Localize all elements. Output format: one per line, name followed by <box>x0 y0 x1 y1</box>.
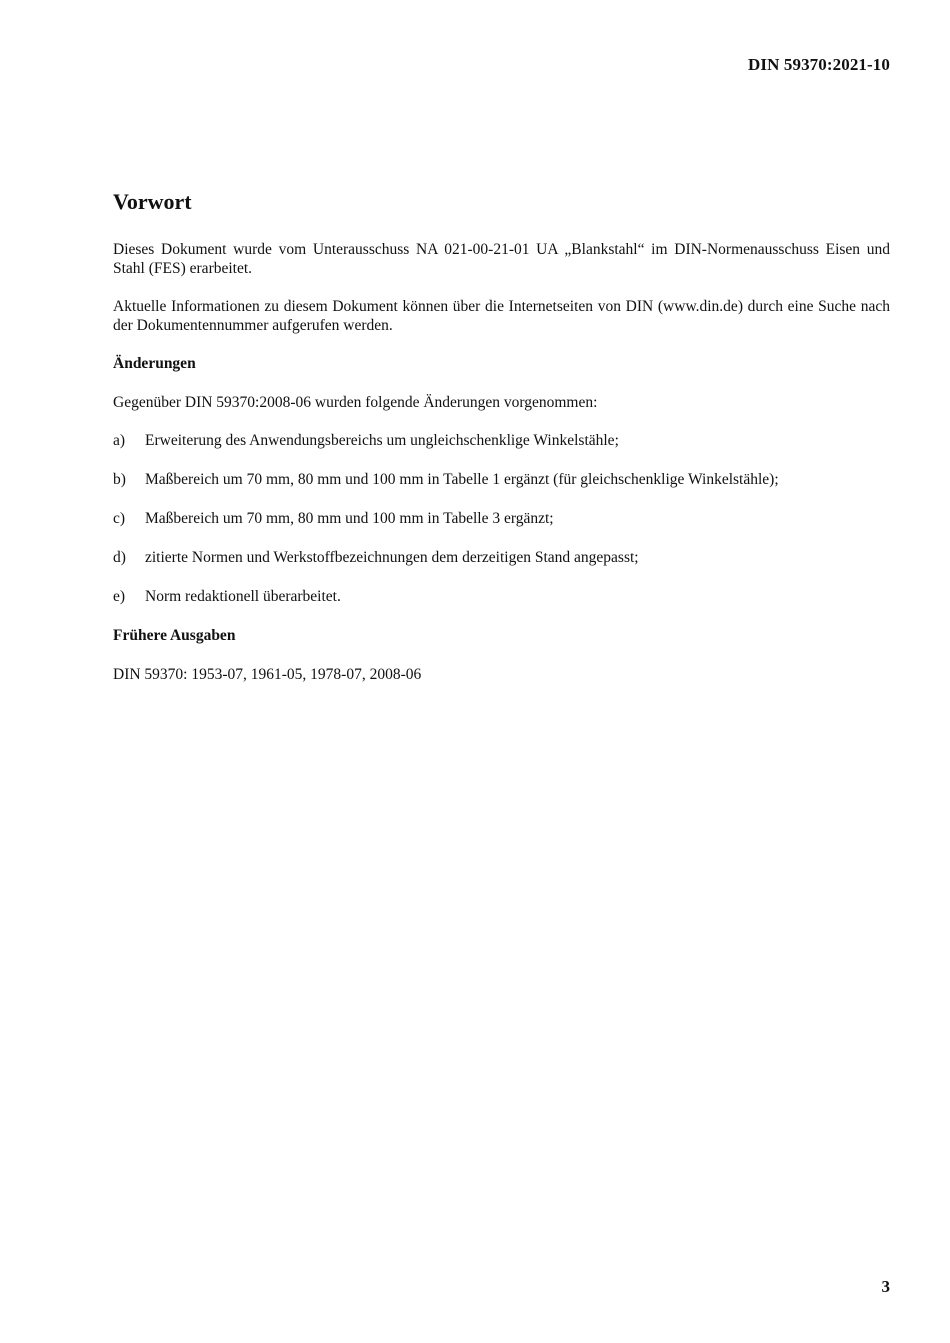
previous-editions-text: DIN 59370: 1953-07, 1961-05, 1978-07, 2008-06 <box>113 666 422 683</box>
list-item <box>113 431 890 450</box>
foreword-paragraph-committee: Dieses Dokument wurde vom Unterausschuss NA 021-00-21-01 UA „Blankstahl“ im DIN-Normenausschuss Eisen und Stahl (FES) erarbeitet. <box>113 241 890 277</box>
list-item <box>113 509 890 528</box>
list-item-text: zitierte Normen und Werkstoffbezeichnungen dem derzeitigen Stand angepasst; <box>145 549 639 566</box>
list-item <box>113 470 890 489</box>
list-item <box>113 587 890 606</box>
foreword-paragraph-info: Aktuelle Informationen zu diesem Dokument können über die Internetseiten von DIN (www.din.de) durch eine Suche nach der Dokumentennummer aufgerufen werden. <box>113 298 890 334</box>
list-marker: d) <box>113 549 126 566</box>
list-item-text: Erweiterung des Anwendungsbereichs um ungleichschenklige Winkelstähle; <box>145 432 619 449</box>
foreword-section <box>113 188 890 703</box>
changes-heading: Änderungen <box>113 355 196 372</box>
list-item-text: Norm redaktionell überarbeitet. <box>145 588 341 605</box>
document-id-header: DIN 59370:2021-10 <box>748 55 890 74</box>
list-marker: e) <box>113 588 126 605</box>
changes-list <box>113 431 890 606</box>
list-marker: b) <box>113 471 126 488</box>
changes-intro: Gegenüber DIN 59370:2008-06 wurden folgende Änderungen vorgenommen: <box>113 394 598 411</box>
list-marker: c) <box>113 510 126 527</box>
list-item-text: Maßbereich um 70 mm, 80 mm und 100 mm in Tabelle 1 ergänzt (für gleichschenklige Winkelstähle); <box>145 471 779 488</box>
list-item-text: Maßbereich um 70 mm, 80 mm und 100 mm in Tabelle 3 ergänzt; <box>145 510 554 527</box>
previous-editions-heading: Frühere Ausgaben <box>113 627 236 644</box>
section-title: Vorwort <box>113 189 192 214</box>
list-item <box>113 548 890 567</box>
page-number: 3 <box>881 1277 890 1296</box>
list-marker: a) <box>113 432 126 449</box>
